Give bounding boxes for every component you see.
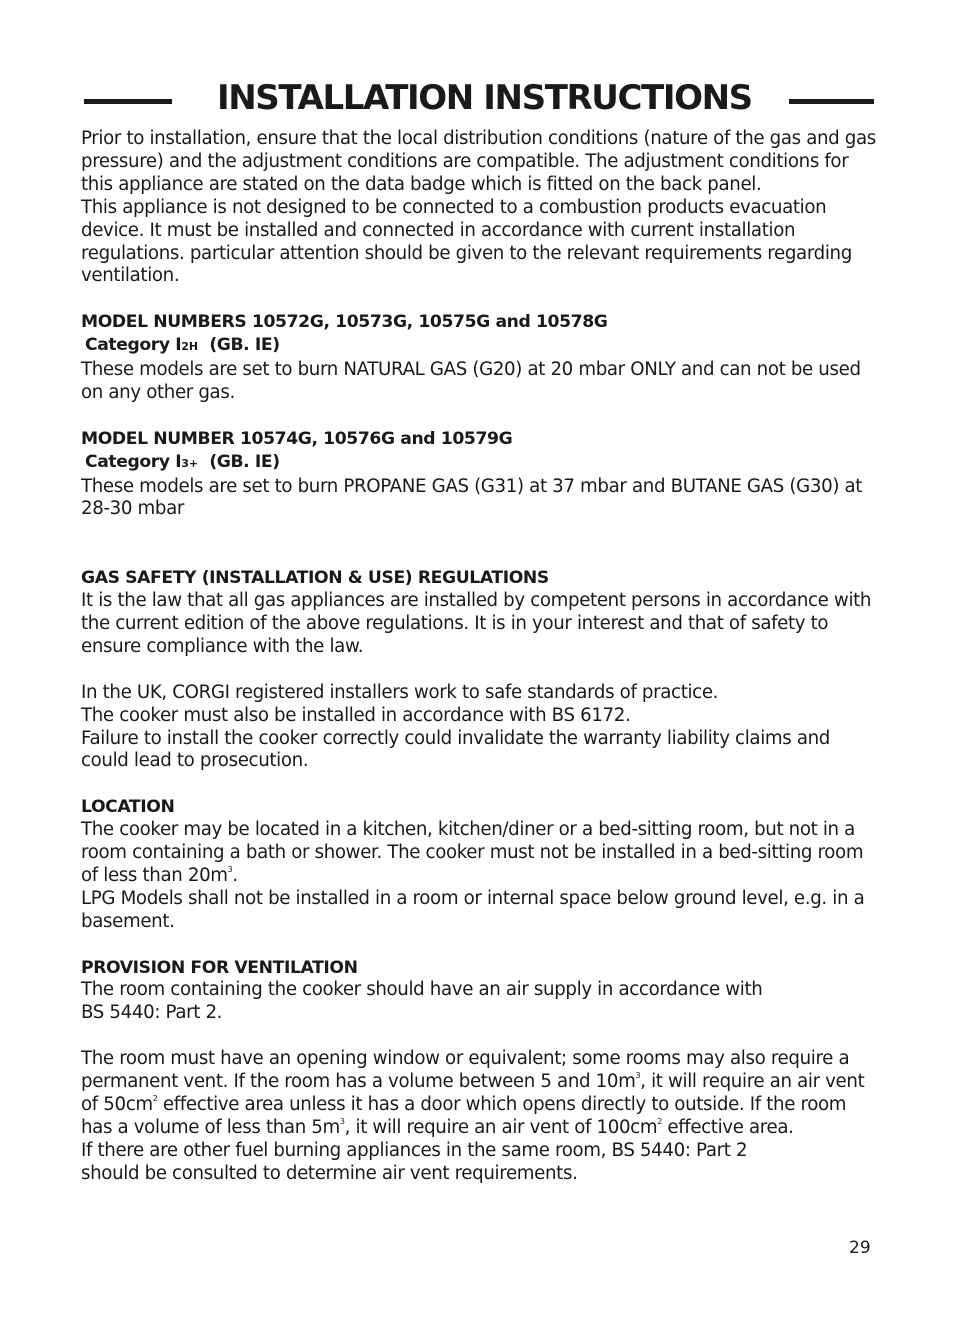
ventilation-heading: PROVISION FOR VENTILATION — [81, 957, 358, 978]
location-paragraph-2: LPG Models shall not be installed in a room or internal space below ground level, e.g. in a basement. — [81, 887, 865, 932]
title-row — [0, 74, 954, 124]
intro-paragraph-1: Prior to installation, ensure that the local distribution conditions (nature of the gas and gas pressure) and the adjustment conditions are compatible. The adjustment conditions for this appliance are stated on the data badge which is fitted on the back panel. — [81, 128, 876, 195]
gas-safety-paragraph-4: Failure to install the cooker correctly could invalidate the warranty liability claims and could lead to prosecution. — [81, 727, 830, 772]
location-heading: LOCATION — [81, 797, 175, 818]
lpg-models-text: These models are set to burn PROPANE GAS (G31) at 37 mbar and BUTANE GAS (G30) at 28-30 mbar — [81, 475, 863, 520]
natural-gas-models-heading: MODEL NUMBERS 10572G, 10573G, 10575G and 10578G — [81, 312, 608, 333]
gas-safety-paragraph-2: In the UK, CORGI registered installers work to safe standards of practice. — [81, 681, 719, 703]
gas-safety-paragraph-1: It is the law that all gas appliances are installed by competent persons in accordance with the current edition of the above regulations. It is in your interest and that of safety to ensure compliance with the law. — [81, 590, 872, 657]
ventilation-paragraph-1: The room containing the cooker should have an air supply in accordance with BS 5440: Part 2. — [81, 979, 763, 1024]
intro-paragraph-2: This appliance is not designed to be connected to a combustion products evacuation device. It must be installed and connected in accordance with current installation regulations. particular attention should be given to the relevant requirements regarding ventilation. — [81, 196, 852, 287]
page-number: 29 — [849, 1238, 871, 1258]
gas-safety-heading: GAS SAFETY (INSTALLATION & USE) REGULATIONS — [81, 568, 549, 589]
title-rule-right — [789, 99, 874, 104]
title-rule-left — [84, 99, 172, 104]
document-body — [81, 128, 881, 1186]
lpg-models-heading: MODEL NUMBER 10574G, 10576G and 10579G — [81, 428, 513, 449]
gas-safety-paragraph-3: The cooker must also be installed in accordance with BS 6172. — [81, 704, 631, 726]
ventilation-paragraph-3: If there are other fuel burning appliances in the same room, BS 5440: Part 2 should be consulted to determine air vent requirements. — [81, 1139, 748, 1184]
location-paragraph-1: The cooker may be located in a kitchen, kitchen/diner or a bed-sitting room, but not in a room containing a bath or shower. The cooker must not be installed in a bed-sitting room of less than $20m^3$. — [81, 819, 864, 886]
lpg-category: Category I3+ (GB. IE) — [85, 451, 280, 472]
natural-gas-category: Category I2H (GB. IE) — [85, 335, 280, 356]
ventilation-paragraph-2: The room must have an opening window or equivalent; some rooms may also require a permanent vent. If the room has a volume between 5 and $10m^3$, it will require an air vent of $50cm^2$ effective area unless it has a door which opens directly to outside. If the room has a volume of less than $5m^3$, it will require an air vent of $100cm^2$ effective area. — [81, 1048, 865, 1138]
natural-gas-models-text: These models are set to burn NATURAL GAS (G20) at 20 mbar ONLY and can not be used on any other gas. — [81, 359, 861, 403]
page-title: INSTALLATION INSTRUCTIONS — [217, 78, 752, 118]
